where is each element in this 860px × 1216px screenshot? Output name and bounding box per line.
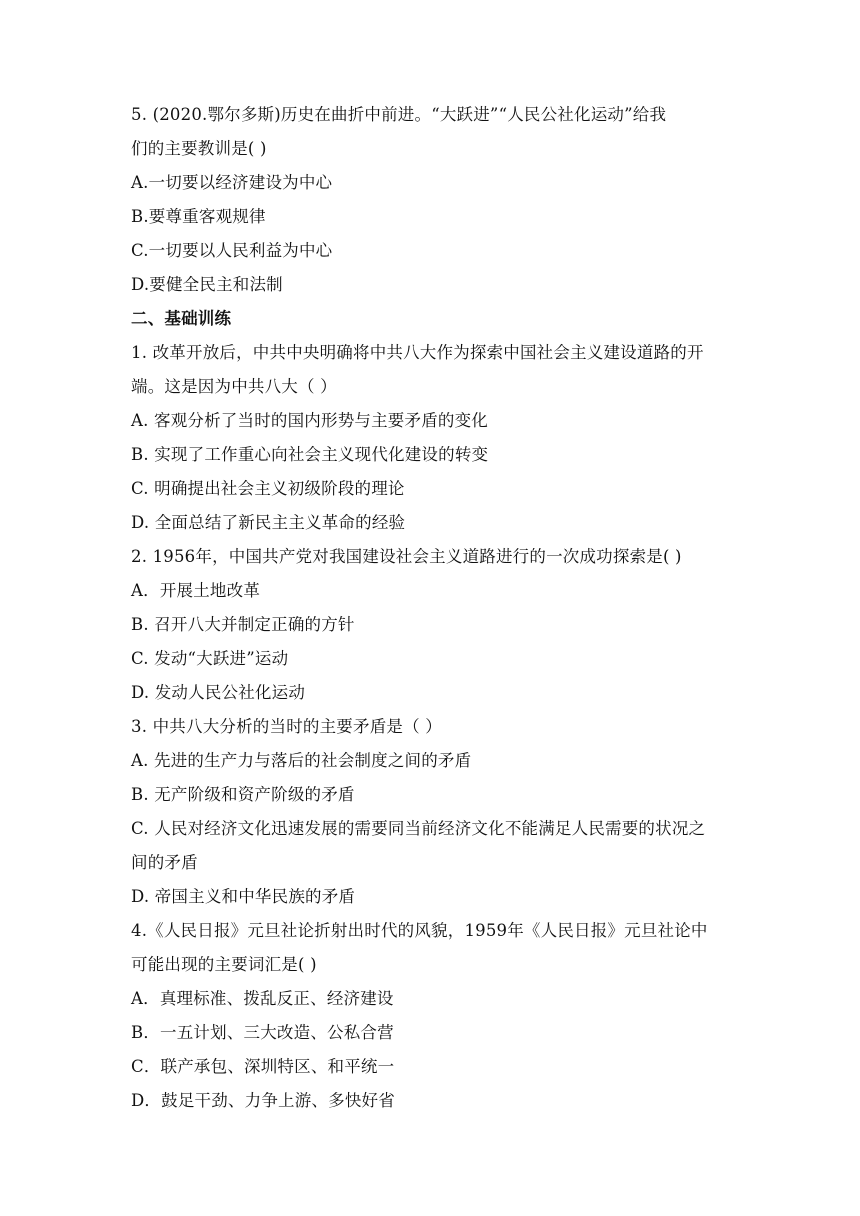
question-stem: 们的主要教训是( ) xyxy=(131,139,267,158)
option-b: B．一五计划、三大改造、公私合营 xyxy=(131,1023,394,1042)
question-4 xyxy=(131,914,731,1118)
question-stem: 3. 中共八大分析的当时的主要矛盾是（ ） xyxy=(131,717,442,736)
question-2 xyxy=(131,540,731,710)
option-c: C. 发动“大跃进”运动 xyxy=(131,649,289,668)
option-d: D. 帝国主义和中华民族的矛盾 xyxy=(131,887,356,906)
option-d: D. 全面总结了新民主主义革命的经验 xyxy=(131,513,406,532)
option-a: A．开展土地改革 xyxy=(131,581,261,600)
option-c: C.一切要以人民利益为中心 xyxy=(131,241,333,260)
question-5 xyxy=(131,98,731,302)
option-a: A. 先进的生产力与落后的社会制度之间的矛盾 xyxy=(131,751,472,770)
option-d: D.要健全民主和法制 xyxy=(131,275,283,294)
question-stem: 2. 1956年，中国共产党对我国建设社会主义道路进行的一次成功探索是( ) xyxy=(131,547,682,566)
question-stem: 5. (2020.鄂尔多斯)历史在曲折中前进。“大跃进”“人民公社化运动”给我 xyxy=(131,105,667,124)
question-1 xyxy=(131,336,731,540)
option-c: C. 人民对经济文化迅速发展的需要同当前经济文化不能满足人民需要的状况之 xyxy=(131,819,706,838)
option-a: A．真理标准、拨乱反正、经济建设 xyxy=(131,989,394,1008)
option-a: A. 客观分析了当时的国内形势与主要矛盾的变化 xyxy=(131,411,489,430)
option-b: B. 实现了工作重心向社会主义现代化建设的转变 xyxy=(131,445,489,464)
document-page xyxy=(131,98,731,1118)
question-stem: 1. 改革开放后，中共中央明确将中共八大作为探索中国社会主义建设道路的开 xyxy=(131,343,704,362)
option-d: D. 发动人民公社化运动 xyxy=(131,683,306,702)
option-c-continued: 间的矛盾 xyxy=(131,853,198,872)
question-3 xyxy=(131,710,731,914)
question-stem: 4.《人民日报》元旦社论折射出时代的风貌，1959年《人民日报》元旦社论中 xyxy=(131,921,708,940)
option-a: A.一切要以经济建设为中心 xyxy=(131,173,333,192)
option-c: C．联产承包、深圳特区、和平统一 xyxy=(131,1057,395,1076)
option-d: D．鼓足干劲、力争上游、多快好省 xyxy=(131,1091,395,1110)
option-c: C. 明确提出社会主义初级阶段的理论 xyxy=(131,479,405,498)
section-title: 二、基础训练 xyxy=(131,309,232,328)
option-b: B.要尊重客观规律 xyxy=(131,207,266,226)
option-b: B. 召开八大并制定正确的方针 xyxy=(131,615,355,634)
question-stem: 可能出现的主要词汇是( ) xyxy=(131,955,317,974)
question-stem: 端。这是因为中共八大（ ） xyxy=(131,377,337,396)
option-b: B. 无产阶级和资产阶级的矛盾 xyxy=(131,785,355,804)
